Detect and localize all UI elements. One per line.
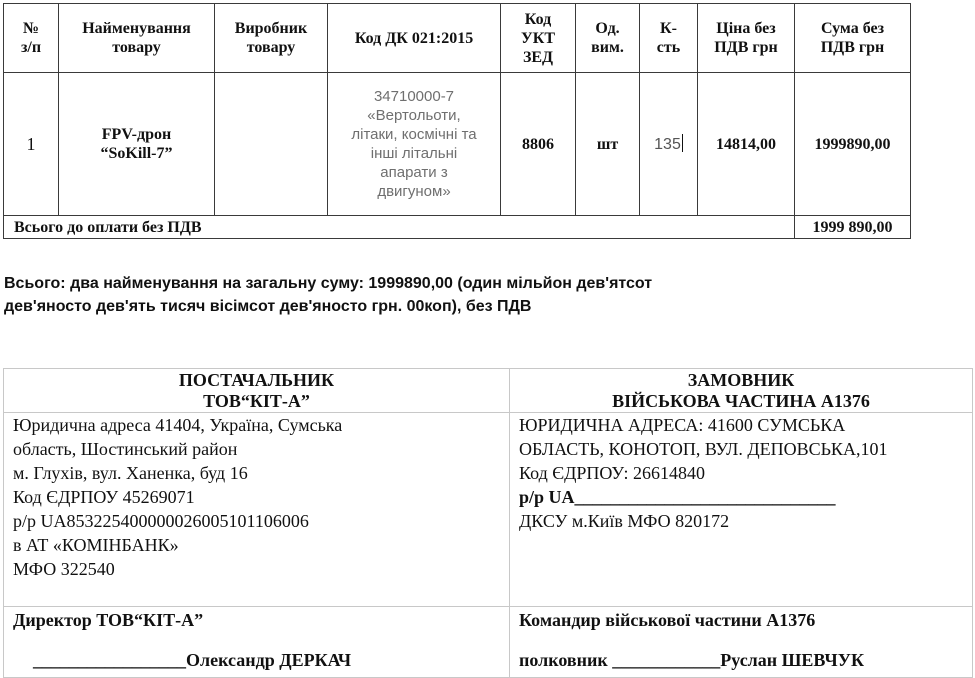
customer-sign-title: Командир військової частини А1376 bbox=[519, 610, 816, 630]
summary-text: Всього: два найменування на загальну суму: 1999890,00 (один мільйон дев'ятсот дев'яносто дев'ять тисяч вісімсот дев'яносто грн. 00коп), без ПДВ bbox=[4, 275, 653, 315]
total-value: 1999 890,00 bbox=[795, 216, 911, 239]
parties-table bbox=[3, 368, 973, 678]
customer-address-line: ОБЛАСТЬ, КОНОТОП, ВУЛ. ДЕПОВСЬКА,101 bbox=[519, 439, 888, 459]
header-sum: Сума без ПДВ грн bbox=[795, 4, 911, 73]
quantity-value[interactable]: 135 bbox=[654, 136, 681, 153]
signature-row bbox=[4, 607, 973, 678]
header-uktzed: Код УКТ ЗЕД bbox=[501, 4, 576, 73]
product-dk-code: 34710000-7 «Вертольоти, літаки, космічні та інші літальні апарати з двигуном» bbox=[328, 73, 501, 216]
supplier-name: ТОВ“КІТ-А” bbox=[203, 391, 310, 411]
product-name: FPV-дрон “SoKill-7” bbox=[59, 73, 215, 216]
product-unit: шт bbox=[576, 73, 640, 216]
header-manufacturer: Виробник товару bbox=[215, 4, 328, 73]
customer-account: р/р UA_____________________________ bbox=[519, 487, 836, 507]
supplier-details bbox=[4, 413, 510, 607]
supplier-address-line: м. Глухів, вул. Ханенка, буд 16 bbox=[13, 463, 248, 483]
supplier-role: ПОСТАЧАЛЬНИК ТОВ“КІТ-А” bbox=[4, 369, 510, 413]
header-dk-code: Код ДК 021:2015 bbox=[328, 4, 501, 73]
text-cursor bbox=[682, 134, 683, 152]
supplier-mfo: МФО 322540 bbox=[13, 559, 115, 579]
table-header-row bbox=[4, 4, 911, 73]
product-uktzed: 8806 bbox=[501, 73, 576, 216]
header-unit: Од. вим. bbox=[576, 4, 640, 73]
product-quantity-cell[interactable] bbox=[640, 73, 698, 216]
customer-role: ЗАМОВНИК ВІЙСЬКОВА ЧАСТИНА А1376 bbox=[510, 369, 973, 413]
customer-edrpou: Код ЄДРПОУ: 26614840 bbox=[519, 463, 705, 483]
customer-bank: ДКСУ м.Київ МФО 820172 bbox=[519, 511, 730, 531]
goods-table bbox=[3, 3, 911, 239]
total-label: Всього до оплати без ПДВ bbox=[4, 216, 795, 239]
supplier-signature bbox=[4, 607, 510, 678]
role-row bbox=[4, 369, 973, 413]
header-name: Найменування товару bbox=[59, 4, 215, 73]
customer-details bbox=[510, 413, 973, 607]
customer-sign-line: полковник ____________Руслан ШЕВЧУК bbox=[519, 650, 865, 670]
supplier-sign-title: Директор ТОВ“КІТ-А” bbox=[13, 610, 204, 630]
product-price: 14814,00 bbox=[698, 73, 795, 216]
supplier-edrpou: Код ЄДРПОУ 45269071 bbox=[13, 487, 195, 507]
header-quantity: К- сть bbox=[640, 4, 698, 73]
customer-name: ВІЙСЬКОВА ЧАСТИНА А1376 bbox=[612, 391, 870, 411]
customer-signature bbox=[510, 607, 973, 678]
total-row bbox=[4, 216, 911, 239]
address-row bbox=[4, 413, 973, 607]
supplier-account: р/р UA853225400000026005101106006 bbox=[13, 511, 309, 531]
header-price: Ціна без ПДВ грн bbox=[698, 4, 795, 73]
product-sum: 1999890,00 bbox=[795, 73, 911, 216]
customer-address-line: ЮРИДИЧНА АДРЕСА: 41600 СУМСЬКА bbox=[519, 415, 846, 435]
header-number: № з/п bbox=[4, 4, 59, 73]
table-row bbox=[4, 73, 911, 216]
product-manufacturer bbox=[215, 73, 328, 216]
supplier-bank: в АТ «КОМІНБАНК» bbox=[13, 535, 179, 555]
supplier-address-line: Юридична адреса 41404, Україна, Сумська bbox=[13, 415, 343, 435]
row-number: 1 bbox=[4, 73, 59, 216]
supplier-sign-line: _________________Олександр ДЕРКАЧ bbox=[33, 650, 352, 670]
supplier-address-line: область, Шостинський район bbox=[13, 439, 238, 459]
